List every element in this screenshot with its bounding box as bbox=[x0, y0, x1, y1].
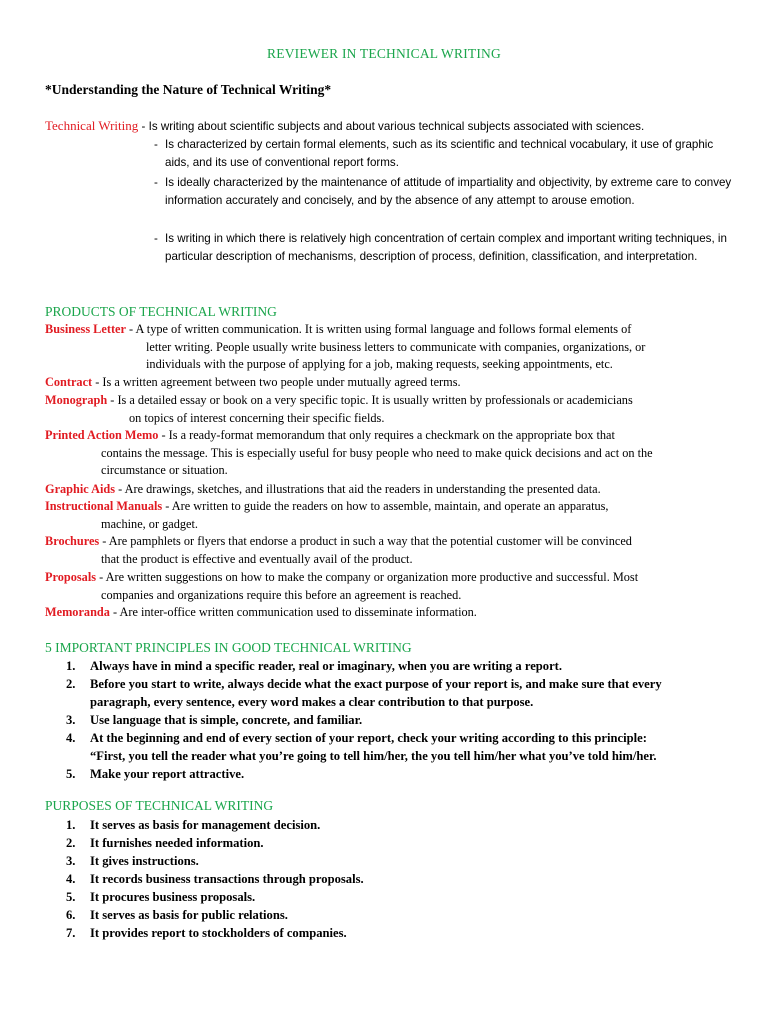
list-item: 4. At the beginning and end of every section of your report, check your writing according to this principle: “First, you tell the reader what you’re going to tell him/her, the you tell him/her what you’ve told him/her. bbox=[66, 731, 657, 763]
product-memoranda: Memoranda - Are inter-office written communication used to disseminate information. bbox=[45, 605, 477, 619]
product-printed-action-memo: Printed Action Memo - Is a ready-format memorandum that only requires a checkmark on the appropriate box that contains the message. This is especially useful for busy people who need to make quick decisions and act on the circumstance or situation. bbox=[45, 428, 653, 478]
term-monograph: Monograph bbox=[45, 393, 108, 407]
tw-bullet-text: Is characterized by certain formal elements, such as its scientific and technical vocabulary, it use of graphic aids, and its use of conventional report forms. bbox=[165, 138, 714, 170]
list-item: 1. It serves as basis for management decision. bbox=[66, 818, 321, 832]
term-memoranda: Memoranda bbox=[45, 605, 110, 619]
list-item: 6. It serves as basis for public relations. bbox=[66, 908, 288, 922]
tw-bullet-text: Is ideally characterized by the maintenance of attitude of impartiality and objectivity, by extreme care to convey information accurately and concisely, and by the absence of any attempt to arouse emotion. bbox=[165, 176, 732, 208]
term-proposals: Proposals bbox=[45, 570, 97, 584]
purposes-list bbox=[66, 816, 746, 942]
technical-writing-definition bbox=[45, 117, 745, 136]
term-printed-action-memo: Printed Action Memo bbox=[45, 428, 159, 442]
product-proposals: Proposals - Are written suggestions on how to make the company or organization more productive and successful. Most companies and organizations require this before an agreement is reached. bbox=[45, 570, 639, 602]
term-instructional-manuals: Instructional Manuals bbox=[45, 499, 163, 513]
purposes-heading: PURPOSES OF TECHNICAL WRITING bbox=[45, 798, 274, 813]
product-contract: Contract - Is a written agreement between two people under mutually agreed terms. bbox=[45, 375, 461, 389]
tw-bullet-2: - Is ideally characterized by the maintenance of attitude of impartiality and objectivity, by extreme care to convey information accurately and concisely, and by the absence of any attempt to arouse emotion. bbox=[154, 174, 734, 230]
tw-bullet-text: Is writing in which there is relatively high concentration of certain complex and important writing techniques, in particular description of mechanisms, description of process, definition, classification, and interpretation. bbox=[165, 232, 727, 264]
document-subtitle: *Understanding the Nature of Technical Writing* bbox=[45, 82, 332, 97]
products-heading: PRODUCTS OF TECHNICAL WRITING bbox=[45, 304, 277, 319]
tw-bullet-3: - Is writing in which there is relatively high concentration of certain complex and important writing techniques, in particular description of mechanisms, description of process, definition, classification, and interpretation. bbox=[154, 230, 734, 286]
list-item: 5. It procures business proposals. bbox=[66, 890, 256, 904]
technical-writing-first-line: - Is writing about scientific subjects and about various technical subjects associated with sciences. bbox=[141, 120, 645, 133]
principles-heading: 5 IMPORTANT PRINCIPLES IN GOOD TECHNICAL WRITING bbox=[45, 640, 412, 655]
list-item: 5. Make your report attractive. bbox=[66, 767, 245, 781]
product-monograph: Monograph - Is a detailed essay or book on a very specific topic. It is usually written by professionals or academicians on topics of interest concerning their specific fields. bbox=[45, 393, 633, 425]
term-contract: Contract bbox=[45, 375, 93, 389]
list-item: 3. It gives instructions. bbox=[66, 854, 199, 868]
term-technical-writing: Technical Writing bbox=[45, 118, 139, 133]
product-instructional-manuals: Instructional Manuals - Are written to guide the readers on how to assemble, maintain, and operate an apparatus, machine, or gadget. bbox=[45, 499, 609, 531]
document-title: REVIEWER IN TECHNICAL WRITING bbox=[267, 46, 501, 61]
principles-list bbox=[66, 657, 746, 783]
term-business-letter: Business Letter bbox=[45, 322, 126, 336]
product-graphic-aids: Graphic Aids - Are drawings, sketches, and illustrations that aid the readers in understanding the presented data. bbox=[45, 482, 601, 496]
product-brochures: Brochures - Are pamphlets or flyers that endorse a product in such a way that the potential customer will be convinced that the product is effective and eventually avail of the product. bbox=[45, 534, 632, 566]
list-item: 3. Use language that is simple, concrete, and familiar. bbox=[66, 713, 363, 727]
list-item: 2. Before you start to write, always decide what the exact purpose of your report is, and make sure that every paragraph, every sentence, every word makes a clear contribution to that purpose. bbox=[66, 677, 662, 709]
list-item: 2. It furnishes needed information. bbox=[66, 836, 264, 850]
tw-bullet-1: - Is characterized by certain formal elements, such as its scientific and technical vocabulary, it use of graphic aids, and its use of conventional report forms. bbox=[154, 136, 734, 174]
list-item: 7. It provides report to stockholders of companies. bbox=[66, 926, 347, 940]
term-graphic-aids: Graphic Aids bbox=[45, 482, 116, 496]
product-business-letter: Business Letter - A type of written communication. It is written using formal language and follows formal elements of letter writing. People usually write business letters to communicate with companies, organizations, or individuals with the purpose of applying for a job, making requests, seeking appointments, etc. bbox=[45, 322, 646, 372]
term-brochures: Brochures bbox=[45, 534, 100, 548]
list-item: 4. It records business transactions through proposals. bbox=[66, 872, 364, 886]
list-item: 1. Always have in mind a specific reader, real or imaginary, when you are writing a report. bbox=[66, 659, 563, 673]
